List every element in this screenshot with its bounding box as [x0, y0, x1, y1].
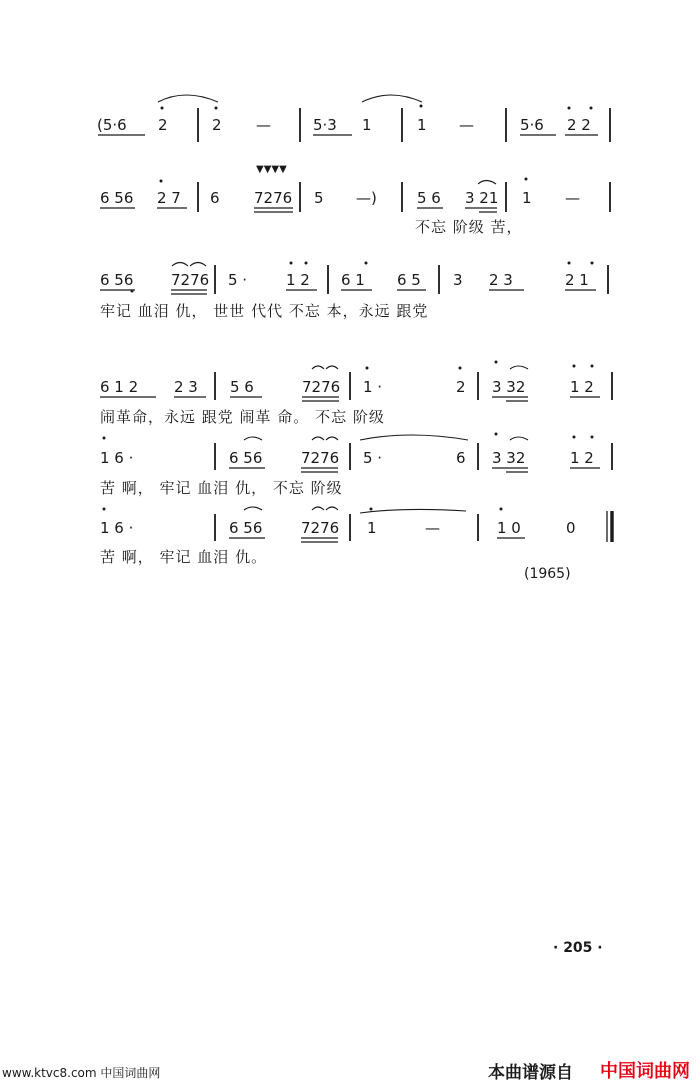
note-group: 1	[367, 519, 377, 537]
note-group: 6	[210, 189, 220, 207]
note-group: 1 6 ·	[100, 519, 134, 537]
note-group: 1 2	[570, 378, 594, 396]
note-group: —	[565, 189, 580, 207]
lyric-line-3: 闹革命，永远 跟党 闹革 命。 不忘 阶级	[100, 408, 385, 426]
note-group: 0	[566, 519, 576, 537]
note-group: 1 2	[286, 271, 310, 289]
note-group: 7276	[254, 189, 293, 207]
note-group: 2	[158, 116, 168, 134]
note-group: 6 56	[100, 271, 134, 289]
note-group: 6 5	[397, 271, 421, 289]
note-group: —)	[356, 189, 377, 207]
note-group: 2	[456, 378, 466, 396]
note-group: 1 ·	[363, 378, 383, 396]
note-group: 2 7	[157, 189, 181, 207]
note-group: 6	[456, 449, 466, 467]
note-group: 6 56	[100, 189, 134, 207]
note-group: 1 6 ·	[100, 449, 134, 467]
note-group: 5 6	[230, 378, 254, 396]
note-group: 3 32	[492, 378, 526, 396]
note-group: 2 3	[174, 378, 198, 396]
note-group: 1 2	[570, 449, 594, 467]
footer-brand: 中国词曲网	[600, 1061, 690, 1082]
note-group: 3	[453, 271, 463, 289]
note-group: 1 0	[497, 519, 521, 537]
note-group: 2 3	[489, 271, 513, 289]
note-group: 2	[212, 116, 222, 134]
note-group: 6 1	[341, 271, 365, 289]
note-group: 5·3	[313, 116, 337, 134]
page-number: · 205 ·	[553, 940, 603, 956]
footer-source-label: 本曲谱源自	[488, 1063, 573, 1083]
note-group: —	[256, 116, 271, 134]
note-group: 7276	[171, 271, 210, 289]
note-group: 2 2	[567, 116, 591, 134]
note-group: 6 56	[229, 519, 263, 537]
note-group: 5	[314, 189, 324, 207]
note-group: (5·6	[97, 116, 127, 134]
lyric-line-2: 牢记 血泪 仇， 世世 代代 不忘 本，永远 跟党	[100, 302, 429, 320]
note-group: 1	[522, 189, 532, 207]
note-group: 7276	[301, 449, 340, 467]
note-group: 1	[417, 116, 427, 134]
note-group: 5 ·	[363, 449, 383, 467]
lyric-line-4: 苦 啊， 牢记 血泪 仇， 不忘 阶级	[100, 479, 343, 497]
note-group: 5·6	[520, 116, 544, 134]
note-group: 6 56	[229, 449, 263, 467]
note-group: 2 1	[565, 271, 589, 289]
lyric-line-5: 苦 啊， 牢记 血泪 仇。	[100, 548, 268, 566]
note-group: —	[425, 519, 440, 537]
note-group: 5 6	[417, 189, 441, 207]
note-group: 5 ·	[228, 271, 248, 289]
note-group: 1	[362, 116, 372, 134]
year-label: (1965)	[524, 566, 571, 582]
footer-source-left: www.ktvc8.com 中国词曲网	[2, 1066, 161, 1080]
note-group: —	[459, 116, 474, 134]
note-group: 7276	[301, 519, 340, 537]
note-group: 6 1 2	[100, 378, 139, 396]
note-group: 7276	[302, 378, 341, 396]
note-group: 3 21	[465, 189, 499, 207]
lyric-line-1: 不忘 阶级 苦，	[415, 218, 523, 236]
accent-marks: ▼▼▼▼	[256, 164, 287, 175]
note-group: 3 32	[492, 449, 526, 467]
